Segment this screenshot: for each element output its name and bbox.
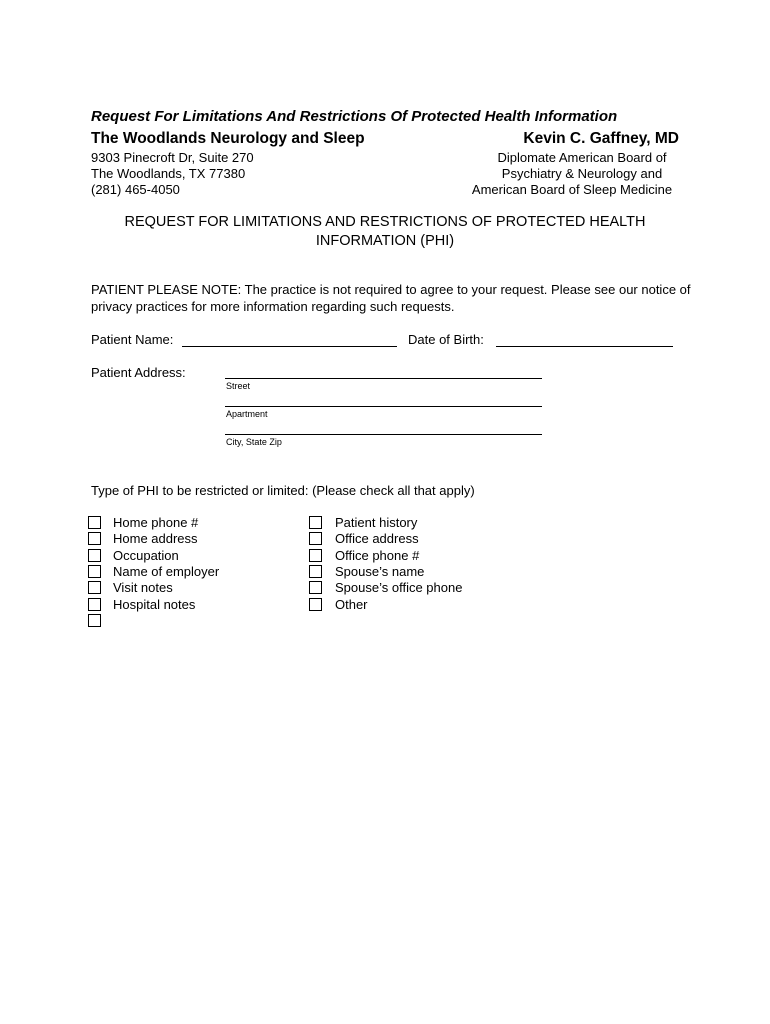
option-spouses-office-phone: Spouse’s office phone <box>335 580 463 595</box>
apartment-field[interactable] <box>225 406 542 407</box>
checkbox-occupation[interactable] <box>88 549 101 562</box>
option-hospital-notes: Hospital notes <box>113 597 196 612</box>
document-title: Request For Limitations And Restrictions Of Protected Health Information <box>91 108 618 125</box>
practice-name: The Woodlands Neurology and Sleep <box>91 130 365 147</box>
patient-name-label: Patient Name: <box>91 332 174 347</box>
checkbox-visit-notes[interactable] <box>88 581 101 594</box>
option-patient-history: Patient history <box>335 515 418 530</box>
option-other: Other <box>335 597 368 612</box>
form-heading-line2: INFORMATION (PHI) <box>315 233 455 249</box>
checkbox-spouses-name[interactable] <box>309 565 322 578</box>
checkbox-other[interactable] <box>309 598 322 611</box>
doctor-credentials-line2: Psychiatry & Neurology and <box>501 166 663 181</box>
dob-label: Date of Birth: <box>408 332 484 347</box>
privacy-notice: PATIENT PLEASE NOTE: The practice is not required to agree to your request. Please see our notice of privacy practices for more information regarding such requests. <box>91 282 691 314</box>
practice-address-street: 9303 Pinecroft Dr, Suite 270 <box>91 150 254 165</box>
option-name-of-employer: Name of employer <box>113 564 220 579</box>
phi-type-prompt: Type of PHI to be restricted or limited: (Please check all that apply) <box>91 483 475 498</box>
option-spouses-name: Spouse’s name <box>335 564 425 579</box>
city-state-zip-label: City, State Zip <box>226 437 282 447</box>
option-occupation: Occupation <box>113 548 179 563</box>
patient-address-label: Patient Address: <box>91 365 186 380</box>
practice-address-city: The Woodlands, TX 77380 <box>91 166 246 181</box>
checkbox-spouses-office-phone[interactable] <box>309 581 322 594</box>
checkbox-office-address[interactable] <box>309 532 322 545</box>
form-heading <box>91 213 679 251</box>
checkbox-patient-history[interactable] <box>309 516 322 529</box>
checkbox-hospital-notes[interactable] <box>88 598 101 611</box>
option-visit-notes: Visit notes <box>113 580 173 595</box>
doctor-credentials-line3: American Board of Sleep Medicine <box>471 182 673 197</box>
option-home-phone: Home phone # <box>113 515 199 530</box>
option-office-address: Office address <box>335 531 419 546</box>
checkbox-home-address[interactable] <box>88 532 101 545</box>
option-office-phone: Office phone # <box>335 548 420 563</box>
patient-name-field[interactable] <box>182 346 397 347</box>
city-state-zip-field[interactable] <box>225 434 542 435</box>
checkbox-name-of-employer[interactable] <box>88 565 101 578</box>
apartment-label: Apartment <box>226 409 268 419</box>
practice-phone: (281) 465-4050 <box>91 182 180 197</box>
option-home-address: Home address <box>113 531 198 546</box>
doctor-name: Kevin C. Gaffney, MD <box>523 130 679 147</box>
street-label: Street <box>226 381 251 391</box>
checkbox-office-phone[interactable] <box>309 549 322 562</box>
checkbox-extra[interactable] <box>88 614 101 627</box>
form-heading-line1: REQUEST FOR LIMITATIONS AND RESTRICTIONS OF PROTECTED HEALTH <box>124 214 646 230</box>
street-field[interactable] <box>225 378 542 379</box>
checkbox-home-phone[interactable] <box>88 516 101 529</box>
dob-field[interactable] <box>496 346 673 347</box>
doctor-credentials-line1: Diplomate American Board of <box>497 150 667 165</box>
